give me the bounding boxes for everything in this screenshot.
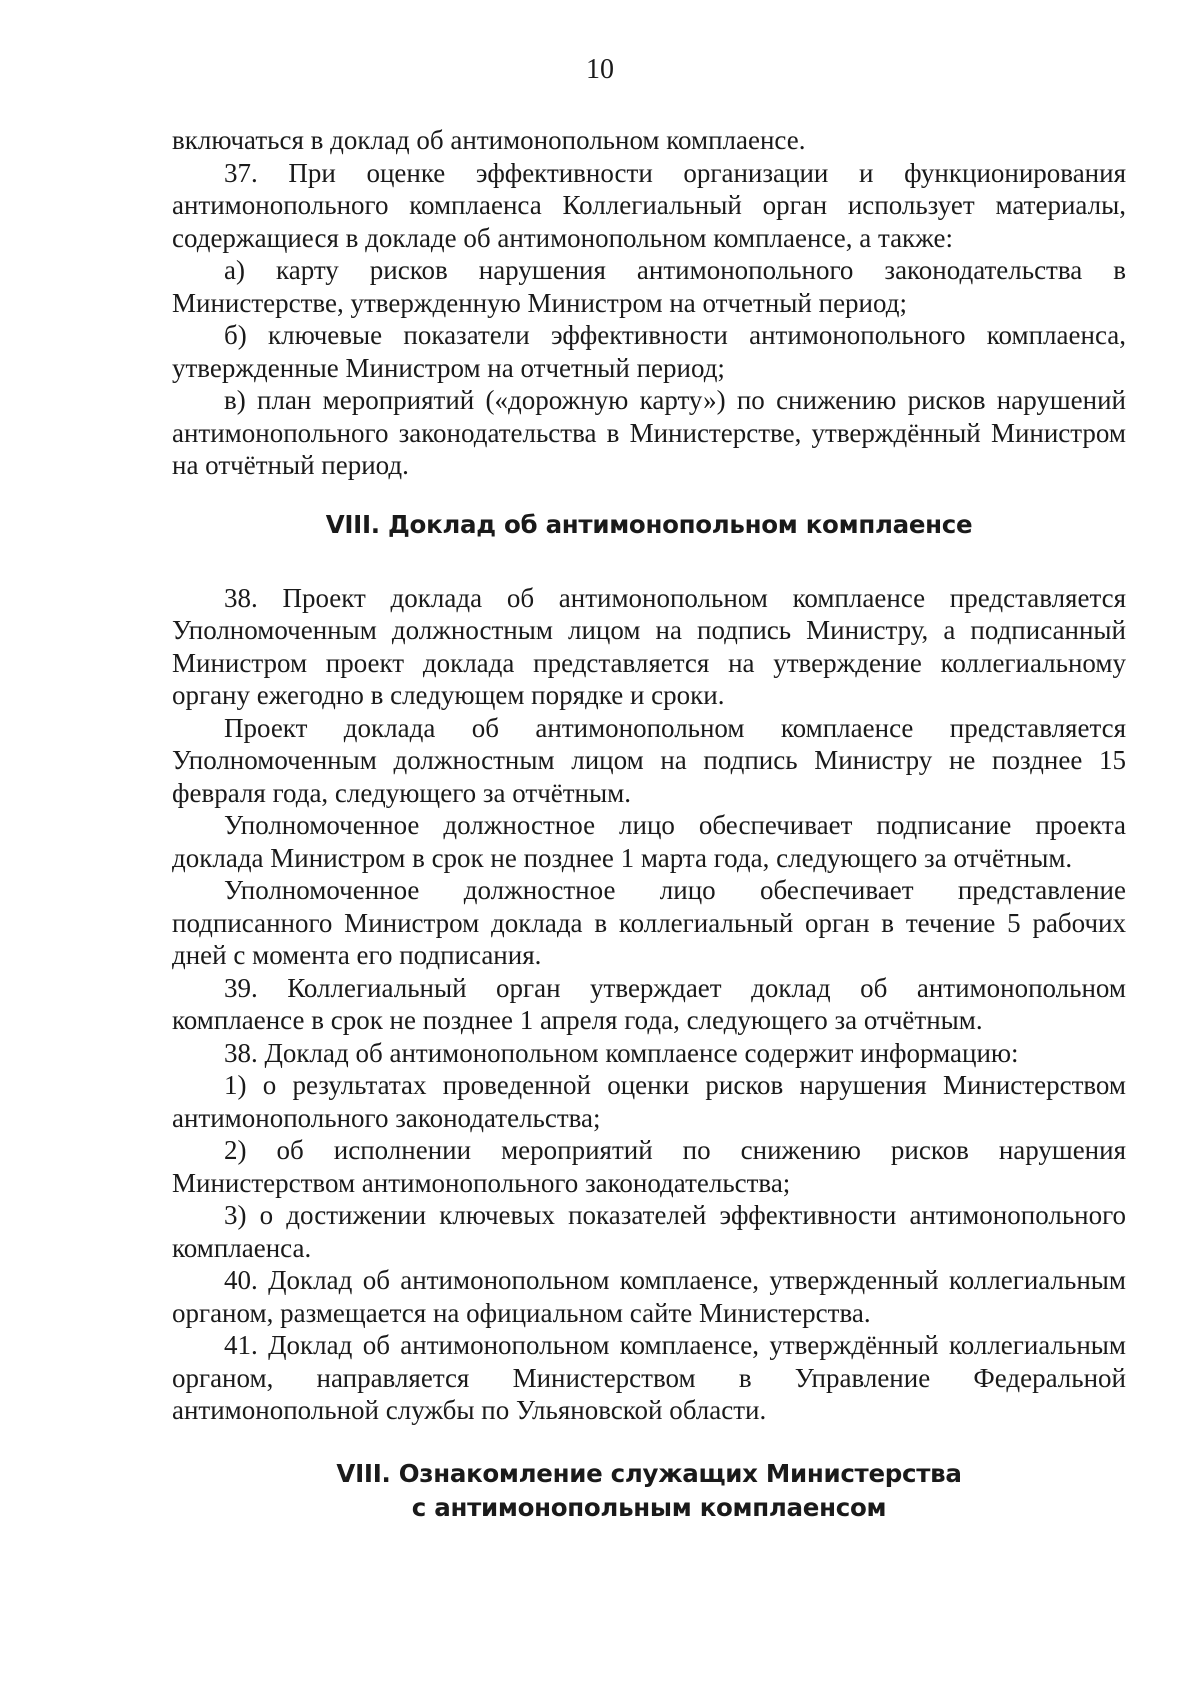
page-number: 10 <box>586 54 614 85</box>
paragraph-item-39: 39. Коллегиальный орган утверждает доклад об антимонопольном комплаенсе в срок не позднее 1 апреля года, следующего за отчётным. <box>172 972 1126 1035</box>
paragraph-continuation: включаться в доклад об антимонопольном комплаенсе. <box>172 125 806 155</box>
paragraph-content-item-1: 1) о результатах проведенной оценки рисков нарушения Министерством антимонопольного законодательства; <box>172 1070 1126 1133</box>
document-body <box>172 124 1126 1525</box>
paragraph-signing-deadline: Уполномоченное должностное лицо обеспечивает подписание проекта доклада Министром в срок не позднее 1 марта года, следующего за отчётным. <box>172 810 1126 873</box>
section-heading-familiarization <box>172 1457 1126 1525</box>
section-heading-line-2: с антимонопольным комплаенсом <box>411 1492 887 1522</box>
paragraph-item-38: 38. Проект доклада об антимонопольном комплаенсе представляется Уполномоченным должностным лицом на подпись Министру, а подписанный Министром проект доклада представляется на утверждение коллегиальному органу ежегодно в следующем порядке и сроки. <box>172 582 1126 710</box>
paragraph-item-40: 40. Доклад об антимонопольном комплаенсе, утвержденный коллегиальным органом, размещается на официальном сайте Министерства. <box>172 1265 1126 1328</box>
paragraph-draft-deadline: Проект доклада об антимонопольном комплаенсе представляется Уполномоченным должностным лицом на подпись Министру не позднее 15 февраля года, следующего за отчётным. <box>172 712 1126 808</box>
paragraph-item-41: 41. Доклад об антимонопольном комплаенсе, утверждённый коллегиальным органом, направляется Министерством в Управление Федеральной антимонопольной службы по Ульяновской области. <box>172 1330 1126 1425</box>
paragraph-submission-deadline: Уполномоченное должностное лицо обеспечивает представление подписанного Министром доклада в коллегиальный орган в течение 5 рабочих дней с момента его подписания. <box>172 875 1126 970</box>
paragraph-subitem-a: а) карту рисков нарушения антимонопольного законодательства в Министерстве, утвержденную Министром на отчетный период; <box>172 255 1126 318</box>
paragraph-subitem-v: в) план мероприятий («дорожную карту») по снижению рисков нарушений антимонопольного законодательства в Министерстве, утверждённый Министром на отчётный период. <box>172 385 1126 480</box>
paragraph-content-item-3: 3) о достижении ключевых показателей эффективности антимонопольного комплаенса. <box>172 1200 1126 1263</box>
paragraph-report-contents: 38. Доклад об антимонопольном комплаенсе содержит информацию: <box>224 1037 1019 1068</box>
section-heading-report: VIII. Доклад об антимонопольном комплаенсе <box>325 509 973 539</box>
paragraph-subitem-b: б) ключевые показатели эффективности антимонопольного комплаенса, утвержденные Министром на отчетный период; <box>172 320 1126 383</box>
paragraph-item-37: 37. При оценке эффективности организации и функционирования антимонопольного комплаенса Коллегиальный орган использует материалы, содержащиеся в докладе об антимонопольном комплаенсе, а также: <box>172 157 1126 253</box>
paragraph-content-item-2: 2) об исполнении мероприятий по снижению рисков нарушения Министерством антимонопольного законодательства; <box>172 1135 1126 1198</box>
section-heading-line-1: VIII. Ознакомление служащих Министерства <box>336 1458 962 1488</box>
